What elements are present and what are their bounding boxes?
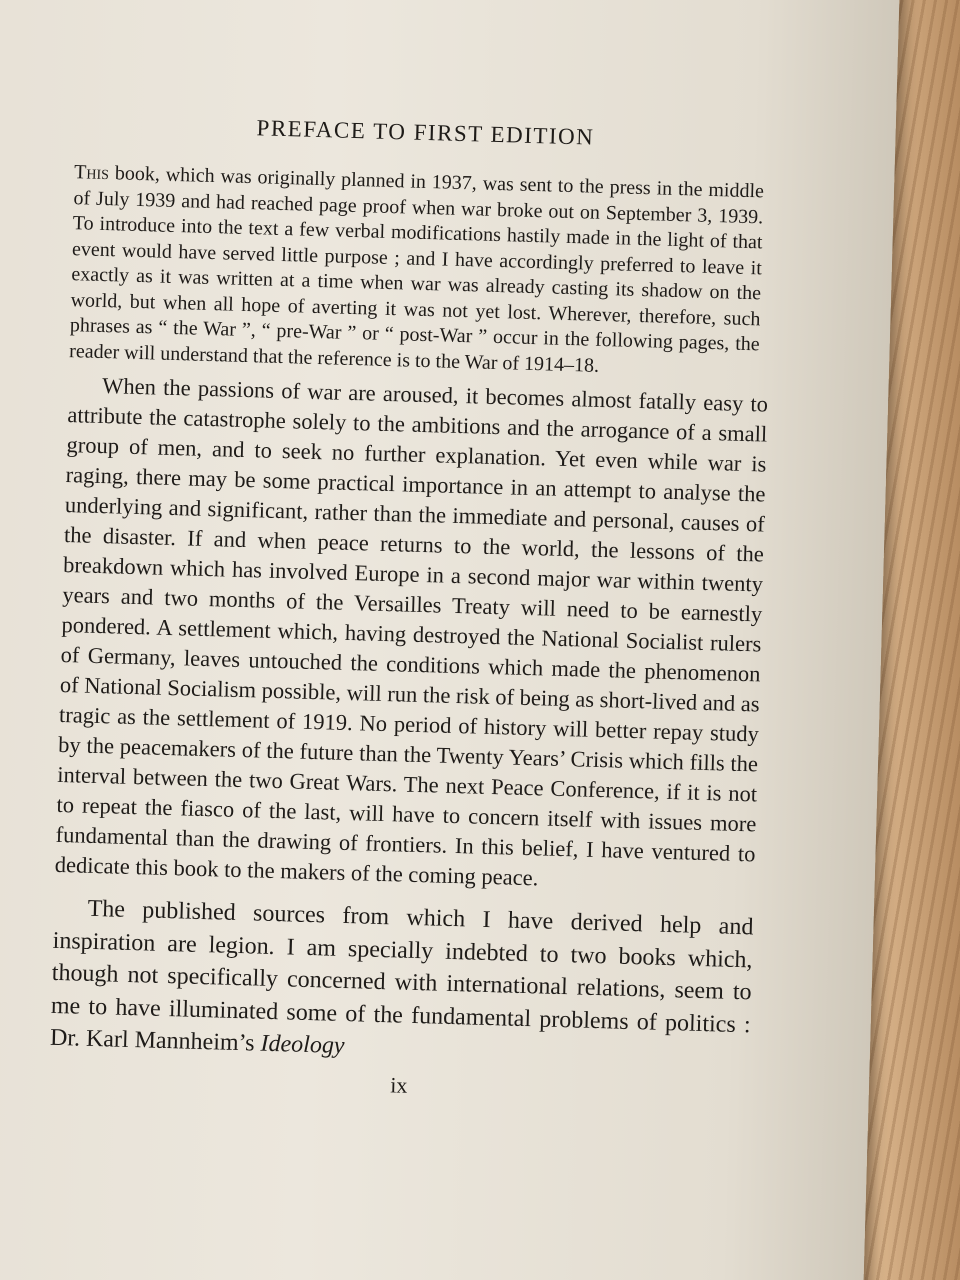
paragraph-lead-word: This <box>73 161 110 185</box>
preface-paragraph-2: When the passions of war are aroused, it becomes almost fatally easy to attribute the catastrophe solely to the ambitions and the arrogance of a small group of men, and to seek no further explanation. Yet even while war is raging, there may be some practical importance in an attempt to analyse the underlying and significant, rather than the immediate and personal, causes of the disaster. If and when peace returns to the world, the lessons of the breakdown which has involved Europe in a second major war within twenty years and two months of the Versailles Treaty will need to be earnestly pondered. A settlement which, having destroyed the National Socialist rulers of Germany, leaves untouched the conditions which made the phenomenon of National Socialism possible, will run the risk of being as short-lived and as tragic as the settlement of 1919. No period of history will better repay study by the peacemakers of the future than the Twenty Years’ Crisis which fills the interval between the two Great Wars. The next Peace Conference, if it is not to repeat the fiasco of the last, will have to concern itself with issues more fundamental than the drawing of frontiers. In this belief, I have ventured to dedicate this book to the makers of the coming peace. <box>54 373 769 891</box>
page-title: PREFACE TO FIRST EDITION <box>256 115 595 150</box>
book-title-italic: Ideology <box>260 1030 345 1060</box>
paragraph-3-body: The published sources from which I have derived help and inspiration are legion. I am specially indebted to two books which, though not specifically concerned with international relations, seem to me to have illuminated some of the fundamental problems of politics : Dr. Karl Mannheim’s <box>49 895 754 1057</box>
paragraph-1-body: book, which was originally planned in 1937, was sent to the press in the middle of July 1939 and had reached page proof when war broke out on September 3, 1939. To introduce into the text a few verbal modifications hastily made in the light of that event would have served little purpose ; and I have accordingly preferred to leave it exactly as it was written at a time when war was already casting its shadow on the world, but when all hope of averting it was not yet lost. Wherever, therefore, such phrases as “ the War ”, “ pre-War ” or “ post-War ” occur in the following pages, the reader will understand that the reference is to the War of 1914–18. <box>68 162 765 377</box>
page-text-block <box>49 110 776 1108</box>
page-number: ix <box>389 1071 408 1098</box>
preface-paragraph-1 <box>69 160 774 383</box>
preface-paragraph-3 <box>50 892 754 1074</box>
